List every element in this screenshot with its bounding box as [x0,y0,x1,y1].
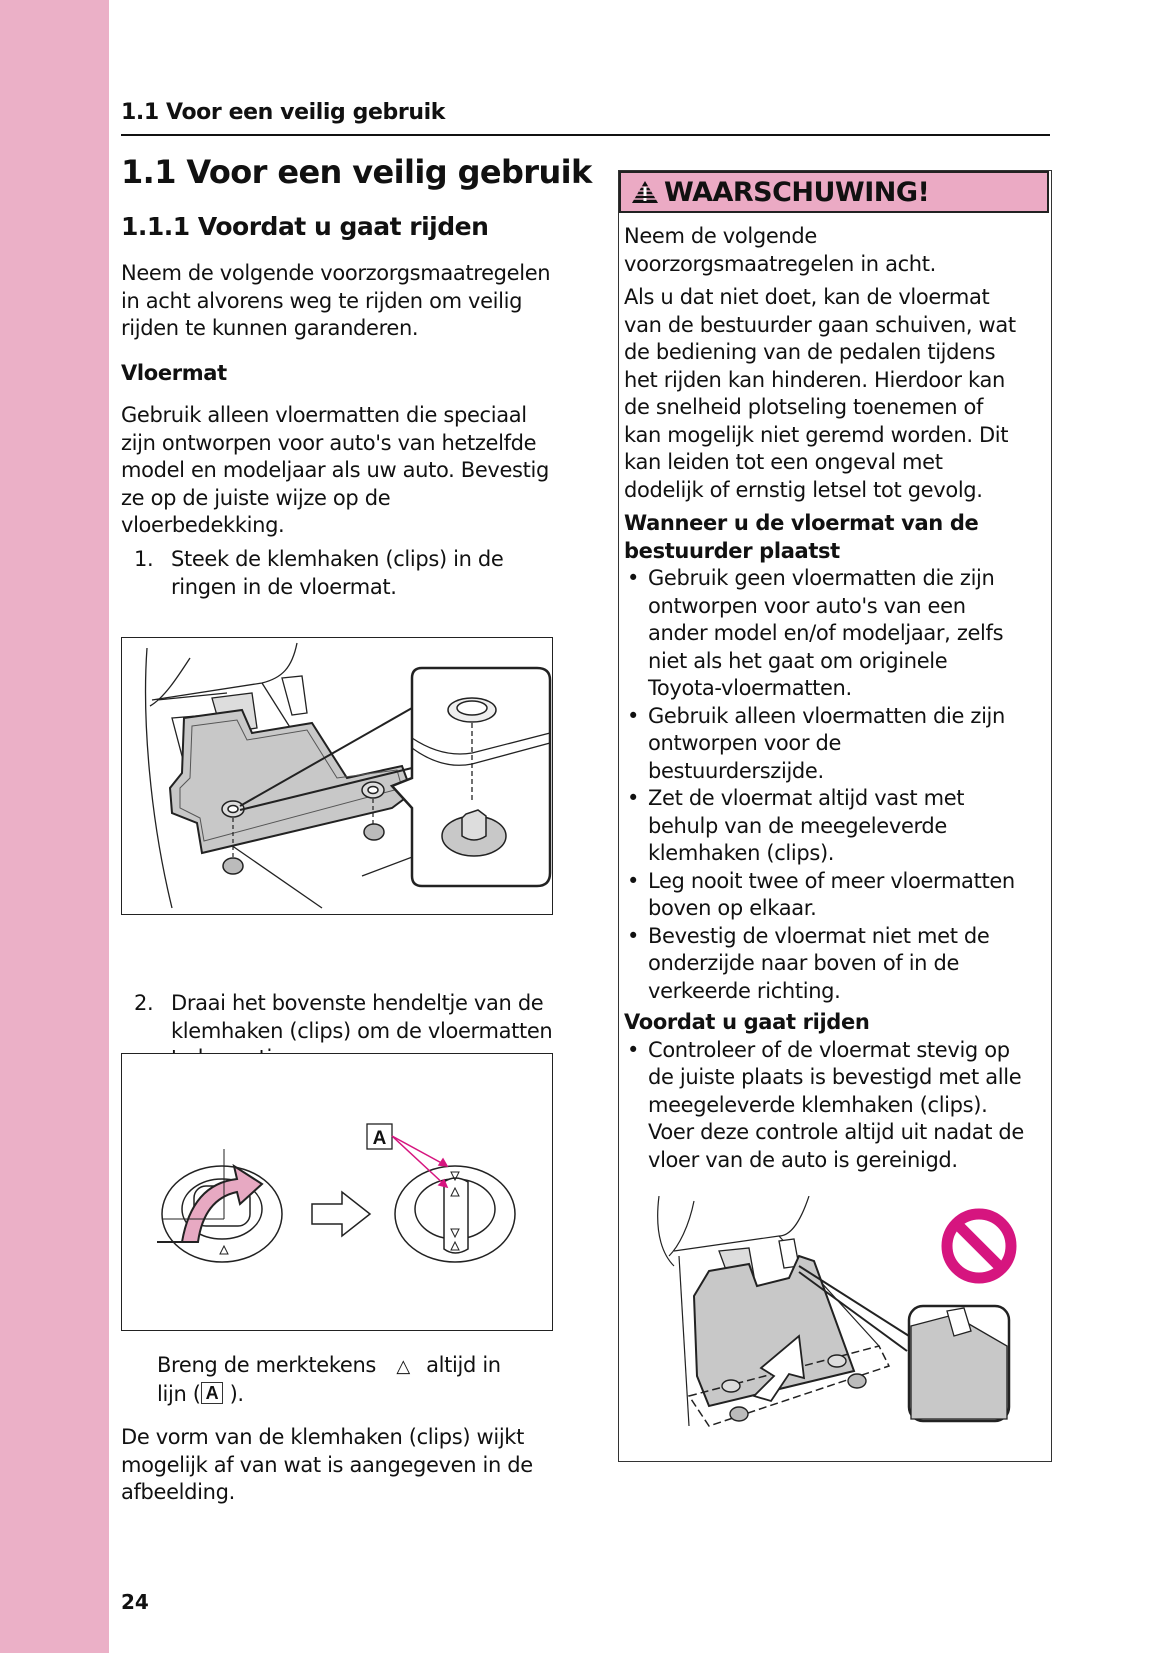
warning-subheading-placement [624,510,1044,565]
text-line: Toyota-vloermatten. [648,676,852,700]
page-number: 24 [121,1590,149,1614]
text-line: ontworpen voor auto's van een [648,593,966,618]
text-line: bestuurder plaatst [624,538,840,563]
misplaced-mat-illustration [649,1196,1049,1446]
text-line: voorzorgsmaatregelen in acht. [624,251,936,276]
text-segment: altijd in [426,1353,501,1377]
text-segment: ). [229,1381,244,1406]
text-line: de juiste plaats is bevestigd met alle [648,1065,1022,1089]
step-number: 1. [134,547,154,571]
text-line: Neem de volgende [624,224,817,248]
text-line: meegeleverde klemhaken (clips). [648,1092,988,1117]
text-line: ringen in de vloermat. [171,574,397,599]
warning-subheading-before-driving: Voordat u gaat rijden [624,1010,870,1034]
text-line: dodelijk of ernstig letsel tot gevolg. [624,477,983,502]
text-line: Neem de volgende voorzorgsmaatregelen [121,261,551,285]
text-line: boven op elkaar. [648,896,817,920]
text-line: kan mogelijk niet geremd worden. Dit [624,422,1009,447]
footnote-paragraph [121,1424,533,1507]
figure-floor-mat-clips [121,637,553,915]
step-number: 2. [134,991,154,1015]
callout-label-a: A [372,1128,387,1149]
text-line: verkeerde richting. [648,978,841,1003]
text-line: Wanneer u de vloermat van de [624,511,979,535]
intro-paragraph [121,260,550,343]
text-line: Bevestig de vloermat niet met de [648,923,990,948]
subsection-title: 1.1.1 Voordat u gaat rijden [121,212,489,241]
floor-mat-illustration [122,638,552,914]
text-line: Gebruik alleen vloermatten die zijn [648,703,1006,728]
figure-clip-rotation [121,1053,553,1331]
text-line: ontworpen voor de [648,731,842,755]
text-line: onderzijde naar boven of in de [648,951,960,975]
text-line: de bediening van de pedalen tijdens [624,340,996,364]
note-line-2 [157,1381,501,1409]
section-title: 1.1 Voor een veilig gebruik [121,153,592,191]
bullet-icon: • [627,703,640,728]
vloermat-heading: Vloermat [121,361,227,385]
warning-bullet [624,1037,1044,1175]
running-header: 1.1 Voor een veilig gebruik [121,100,445,125]
text-line: zijn ontworpen voor auto's van hetzelfde [121,430,537,455]
text-line: bestuurderszijde. [648,758,824,783]
text-line: Controleer of de vloermat stevig op [648,1037,1010,1062]
bullet-icon: • [627,1037,640,1062]
bullet-icon: • [627,786,640,810]
warning-bullet [624,868,1044,923]
text-line: niet als het gaat om originele [648,648,948,673]
bullet-icon: • [627,566,640,590]
text-line: het rijden kan hinderen. Hierdoor kan [624,367,1005,392]
text-line: ze op de juiste wijze op de [121,485,391,510]
text-line: afbeelding. [121,1480,235,1504]
warning-header [619,171,1049,213]
text-segment: lijn ( [157,1381,201,1406]
alignment-note [157,1352,501,1408]
text-line: Leg nooit twee of meer vloermatten [648,868,1015,893]
text-line: ander model en/of modeljaar, zelfs [648,621,1004,645]
warning-bullet [624,785,1044,868]
text-line: vloerbedekking. [121,513,285,537]
text-line: klemhaken (clips). [648,841,835,865]
page-side-band [0,0,109,1653]
text-line: Zet de vloermat altijd vast met [648,786,965,810]
warning-bullet [624,565,1044,703]
callout-box-a-icon: A [201,1382,224,1404]
text-line: Steek de klemhaken (clips) in de [171,547,504,571]
text-line: Als u dat niet doet, kan de vloermat [624,285,990,309]
text-line: behulp van de meegeleverde [648,813,947,838]
header-divider [121,134,1050,136]
warning-box [618,170,1052,1462]
text-line: in acht alvorens weg te rijden om veilig [121,288,523,313]
text-line: Gebruik alleen vloermatten die speciaal [121,403,527,427]
text-line: de snelheid plotseling toenemen of [624,395,984,419]
text-line: kan leiden tot een ongeval met [624,450,943,474]
clip-rotation-illustration [122,1054,552,1330]
warning-body [624,223,1044,1174]
text-line: De vorm van de klemhaken (clips) wijkt [121,1425,524,1449]
text-line: vloer van de auto is gereinigd. [648,1147,958,1172]
text-line: Draai het bovenste hendeltje van de [171,991,544,1015]
triangle-mark-icon: △ [396,1356,410,1377]
text-line: mogelijk af van wat is aangegeven in de [121,1452,533,1477]
text-segment: Breng de merktekens [157,1353,376,1377]
text-line: klemhaken (clips) om de vloermatten [171,1018,553,1043]
text-line: model en modeljaar als uw auto. Bevestig [121,458,549,482]
bullet-icon: • [627,923,640,948]
warning-bullet [624,703,1044,786]
note-line-1 [157,1352,501,1381]
warning-consequence [624,284,1044,504]
warning-title: WAARSCHUWING! [664,176,930,208]
vloermat-paragraph [121,402,549,540]
warning-triangle-icon [630,179,660,205]
bullet-icon: • [627,868,640,893]
warning-bullet [624,923,1044,1006]
text-line: van de bestuurder gaan schuiven, wat [624,312,1016,337]
text-line: Voer deze controle altijd uit nadat de [648,1120,1024,1144]
text-line: rijden te kunnen garanderen. [121,316,419,340]
text-line: Gebruik geen vloermatten die zijn [648,566,995,590]
